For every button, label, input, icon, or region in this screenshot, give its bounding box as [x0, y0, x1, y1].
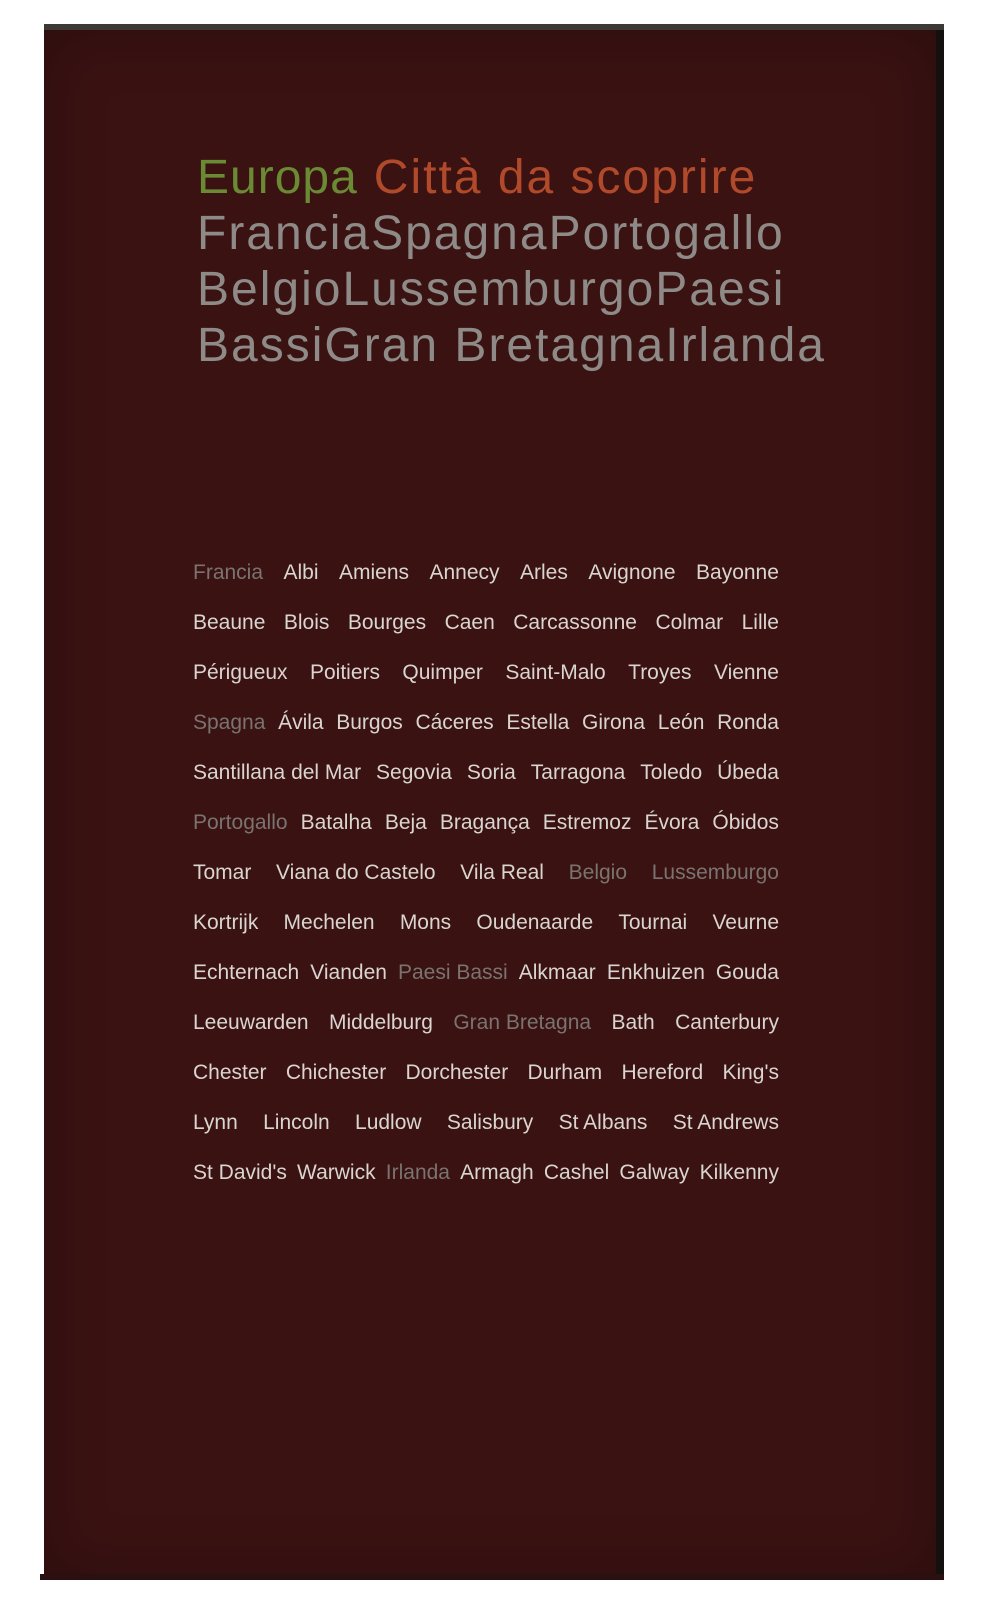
- countries-line: [197, 262, 786, 318]
- city-name: Colmar: [655, 611, 724, 634]
- city-name: Lincoln: [263, 1111, 330, 1134]
- city-name: Durham: [527, 1061, 603, 1084]
- city-line: [193, 898, 779, 948]
- city-name: Cashel: [543, 1161, 610, 1184]
- city-name: Viana do Castelo: [276, 861, 436, 884]
- city-name: Évora: [644, 811, 700, 834]
- city-name: Mons: [399, 911, 452, 934]
- city-name: Tomar: [193, 861, 252, 884]
- city-name: Arles: [520, 561, 568, 584]
- city-name: Chichester: [285, 1061, 387, 1084]
- city-name: Ludlow: [355, 1111, 422, 1134]
- city-name: Poitiers: [309, 661, 380, 684]
- city-name: Toledo: [640, 761, 703, 784]
- city-name: Cáceres: [415, 711, 494, 734]
- city-name: Oudenaarde: [476, 911, 594, 934]
- city-name: Kortrijk: [193, 911, 259, 934]
- city-name: Tournai: [618, 911, 688, 934]
- city-name: St Albans: [558, 1111, 648, 1134]
- city-name: Ronda: [717, 711, 779, 734]
- city-line: [193, 748, 779, 798]
- city-line: [193, 798, 779, 848]
- city-name: Armagh: [460, 1161, 534, 1184]
- country-title: Bassi: [197, 319, 325, 372]
- city-line: [193, 648, 779, 698]
- city-line: [193, 848, 779, 898]
- city-name: Batalha: [300, 811, 372, 834]
- city-name: Girona: [582, 711, 646, 734]
- title-block: [197, 150, 826, 374]
- city-name: Gouda: [715, 961, 779, 984]
- city-name: Bourges: [347, 611, 427, 634]
- city-name: Bayonne: [696, 561, 779, 584]
- city-name: Soria: [466, 761, 516, 784]
- city-name: Salisbury: [446, 1111, 534, 1134]
- city-name: Leeuwarden: [193, 1011, 309, 1034]
- city-name: Beaune: [193, 611, 266, 634]
- city-list: [193, 548, 779, 1198]
- city-line: [193, 548, 779, 598]
- city-name: Albi: [283, 561, 319, 584]
- city-line: [193, 1098, 779, 1148]
- country-label: Paesi Bassi: [398, 961, 508, 984]
- city-name: Alkmaar: [518, 961, 596, 984]
- country-label: Gran Bretagna: [453, 1011, 592, 1034]
- city-name: Bath: [611, 1011, 655, 1034]
- city-name: Chester: [193, 1061, 267, 1084]
- book-bottom-edge: [40, 1574, 944, 1580]
- city-line: [193, 1148, 779, 1198]
- country-label: Francia: [193, 561, 264, 584]
- city-name: Middelburg: [329, 1011, 433, 1034]
- city-name: Carcassonne: [513, 611, 637, 634]
- city-name: Amiens: [339, 561, 410, 584]
- city-line: [193, 598, 779, 648]
- countries-line: [197, 318, 826, 374]
- city-name: Kilkenny: [699, 1161, 779, 1184]
- city-name: Bragança: [439, 811, 530, 834]
- city-name: Enkhuizen: [606, 961, 705, 984]
- city-line: [193, 1048, 779, 1098]
- country-label: Spagna: [193, 711, 266, 734]
- city-name: Dorchester: [405, 1061, 509, 1084]
- country-title: Irlanda: [665, 319, 826, 372]
- city-name: Burgos: [336, 711, 403, 734]
- city-name: Echternach: [193, 961, 300, 984]
- city-name: Vienne: [713, 661, 779, 684]
- city-name: Caen: [444, 611, 495, 634]
- city-name: Ávila: [278, 711, 324, 734]
- country-title: Francia: [197, 207, 372, 260]
- city-name: Mechelen: [283, 911, 375, 934]
- city-name: Santillana del Mar: [193, 761, 362, 784]
- city-name: Canterbury: [675, 1011, 779, 1034]
- city-name: Segovia: [376, 761, 452, 784]
- city-name: Úbeda: [717, 761, 779, 784]
- city-name: Galway: [619, 1161, 690, 1184]
- city-name: King's: [722, 1061, 779, 1084]
- country-label: Lussemburgo: [651, 861, 779, 884]
- city-line: [193, 698, 779, 748]
- city-name: Troyes: [628, 661, 692, 684]
- city-name: St David's: [193, 1161, 287, 1184]
- city-name: Warwick: [297, 1161, 376, 1184]
- countries-line: [197, 206, 785, 262]
- city-name: Estremoz: [542, 811, 632, 834]
- country-title: Portogallo: [548, 207, 785, 260]
- city-name: Veurne: [712, 911, 779, 934]
- city-name: Avignone: [588, 561, 676, 584]
- city-line: [193, 948, 779, 998]
- city-name: Lynn: [193, 1111, 238, 1134]
- country-label: Belgio: [568, 861, 628, 884]
- country-title: Gran Bretagna: [324, 319, 666, 372]
- city-name: León: [657, 711, 705, 734]
- city-name: Saint-Malo: [505, 661, 606, 684]
- city-name: Estella: [506, 711, 570, 734]
- country-title: Lussemburgo: [342, 263, 656, 316]
- city-name: Tarragona: [530, 761, 626, 784]
- city-name: Óbidos: [712, 811, 779, 834]
- city-name: Périgueux: [193, 661, 288, 684]
- city-name: Beja: [384, 811, 427, 834]
- city-name: Annecy: [429, 561, 500, 584]
- series-title: Europa: [197, 151, 358, 204]
- subtitle: Città da scoprire: [373, 151, 758, 204]
- city-name: Quimper: [402, 661, 483, 684]
- country-title: Belgio: [197, 263, 343, 316]
- city-name: Hereford: [621, 1061, 704, 1084]
- country-title: Spagna: [371, 207, 549, 260]
- city-name: Lille: [741, 611, 779, 634]
- country-label: Portogallo: [193, 811, 288, 834]
- city-name: Vianden: [310, 961, 387, 984]
- city-name: Blois: [283, 611, 330, 634]
- country-label: Irlanda: [385, 1161, 450, 1184]
- title-line: [197, 150, 781, 206]
- city-line: [193, 998, 779, 1048]
- city-name: Vila Real: [460, 861, 544, 884]
- country-title: Paesi: [655, 263, 786, 316]
- city-name: St Andrews: [672, 1111, 779, 1134]
